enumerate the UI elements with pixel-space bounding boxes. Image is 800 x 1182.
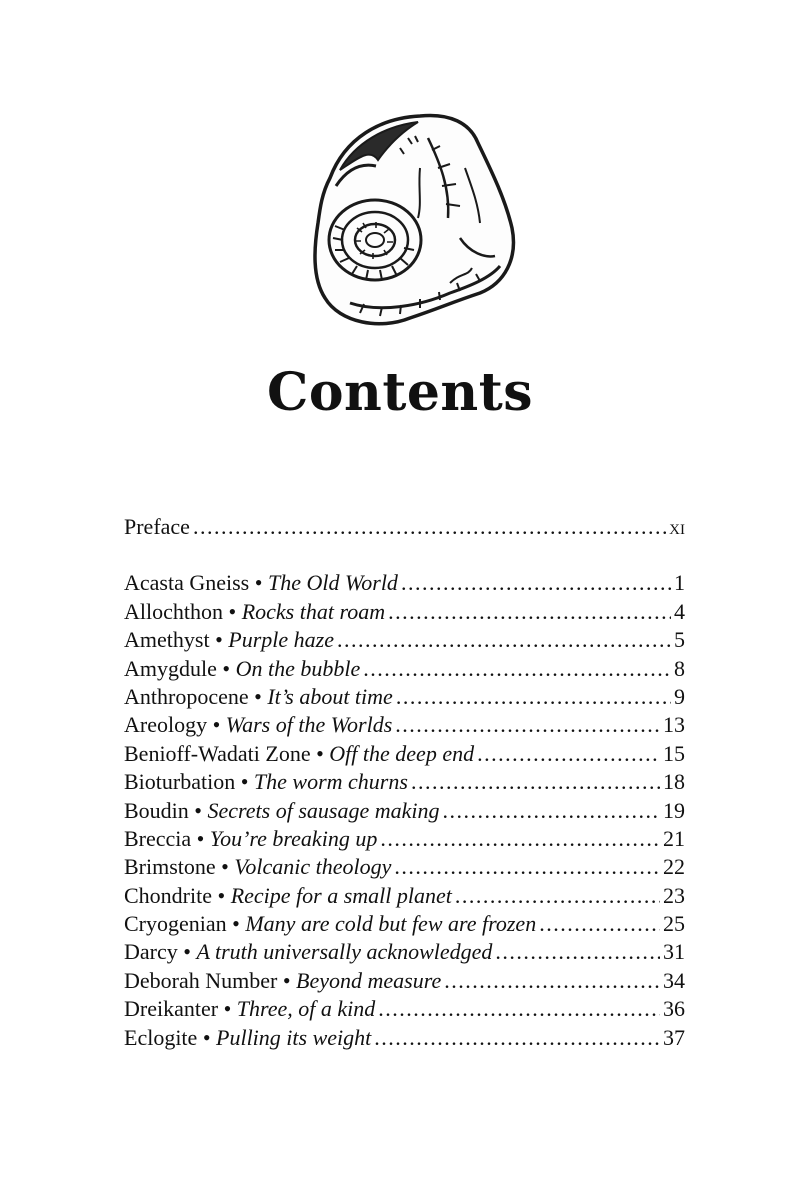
entry-subtitle: You’re breaking up [209,825,378,851]
bullet-separator: • [209,627,229,653]
toc-entry[interactable] [124,968,685,996]
entry-name: Darcy [124,939,178,965]
leader-dots [539,911,660,937]
leader-dots [444,968,660,994]
entry-name: Allochthon [124,598,223,624]
toc-entry[interactable] [124,570,685,598]
bullet-separator: • [248,683,268,709]
entry-name: Amygdule [124,655,217,681]
entry-subtitle: Rocks that roam [241,598,386,624]
entry-name: Deborah Number [124,967,278,993]
entry-text [124,968,441,994]
leader-dots [388,599,671,625]
entry-subtitle: On the bubble [235,655,361,681]
entry-name: Preface [124,514,190,539]
entry-subtitle: Volcanic theology [234,854,392,880]
page-number: 19 [663,797,685,823]
toc-entry[interactable] [124,854,685,882]
toc-entry[interactable] [124,1025,685,1053]
entry-name: Acasta Gneiss [124,570,250,596]
page-number: 1 [674,570,685,596]
bullet-separator: • [215,854,235,880]
entry-subtitle: It’s about time [267,683,393,709]
toc-entry[interactable] [124,684,685,712]
page-number: 8 [674,655,685,681]
rock-illustration-icon [300,108,520,338]
entry-name: Benioff-Wadati Zone [124,740,311,766]
entry-text [124,741,474,767]
toc-entry[interactable] [124,712,685,740]
toc-entry[interactable] [124,741,685,769]
entry-name: Areology [124,712,208,738]
entry-list [124,570,685,1053]
entry-text [124,514,190,540]
entry-text [124,627,334,653]
leader-dots [378,996,660,1022]
entry-subtitle: Purple haze [228,627,334,653]
entry-subtitle: Many are cold but few are frozen [245,911,537,937]
entry-name: Chondrite [124,882,212,908]
page-number: 5 [674,627,685,653]
entry-subtitle: A truth universally acknowledged [196,939,493,965]
toc-entry-preface[interactable] [124,514,685,542]
toc-entry[interactable] [124,656,685,684]
toc-entry[interactable] [124,996,685,1024]
entry-subtitle: Off the deep end [329,740,475,766]
leader-dots [337,627,671,653]
toc-entry[interactable] [124,911,685,939]
page-number: 31 [663,939,685,965]
leader-dots [401,570,671,596]
entry-name: Brimstone [124,854,216,880]
bullet-separator: • [226,911,246,937]
page-number: xi [669,514,685,539]
entry-text [124,769,408,795]
bullet-separator: • [212,882,231,908]
entry-text [124,1025,371,1051]
leader-dots [363,656,671,682]
entry-text [124,798,439,824]
entry-name: Anthropocene [124,683,249,709]
entry-text [124,826,377,852]
entry-text [124,684,393,710]
table-of-contents [124,514,685,1053]
page-number: 23 [663,882,685,908]
page-number: 4 [674,598,685,624]
toc-entry[interactable] [124,798,685,826]
leader-dots [374,1025,660,1051]
bullet-separator: • [191,825,210,851]
page-number: 34 [663,967,685,993]
entry-subtitle: The Old World [267,570,398,596]
entry-subtitle: Wars of the Worlds [225,712,393,738]
leader-dots [411,769,660,795]
leader-dots [395,712,660,738]
leader-dots [193,514,666,540]
leader-dots [394,854,660,880]
entry-text [124,883,452,909]
bullet-separator: • [218,996,237,1022]
page-number: 21 [663,825,685,851]
bullet-separator: • [188,797,208,823]
entry-subtitle: Secrets of sausage making [207,797,440,823]
bullet-separator: • [177,939,197,965]
entry-text [124,599,385,625]
entry-name: Cryogenian [124,911,227,937]
entry-name: Dreikanter [124,996,219,1022]
toc-entry[interactable] [124,627,685,655]
bullet-separator: • [223,598,242,624]
bullet-separator: • [249,570,268,596]
entry-name: Amethyst [124,627,210,653]
page-number: 18 [663,769,685,795]
bullet-separator: • [216,655,236,681]
page-number: 25 [663,911,685,937]
entry-text [124,939,492,965]
leader-dots [495,939,660,965]
entry-subtitle: The worm churns [253,769,408,795]
bullet-separator: • [310,740,330,766]
page-number: 37 [663,1024,685,1050]
leader-dots [455,883,660,909]
bullet-separator: • [235,769,254,795]
page-number: 36 [663,996,685,1022]
page-number: 9 [674,683,685,709]
page-number: 13 [663,712,685,738]
toc-entry[interactable] [124,826,685,854]
toc-entry[interactable] [124,599,685,627]
toc-entry[interactable] [124,883,685,911]
entry-text [124,570,398,596]
entry-text [124,712,392,738]
toc-entry[interactable] [124,939,685,967]
leader-dots [442,798,660,824]
leader-dots [396,684,671,710]
leader-dots [380,826,660,852]
entry-name: Eclogite [124,1024,198,1050]
entry-subtitle: Recipe for a small planet [230,882,452,908]
entry-text [124,656,360,682]
entry-subtitle: Beyond measure [296,967,442,993]
page-title: Contents [266,362,534,423]
bullet-separator: • [277,967,297,993]
bullet-separator: • [207,712,226,738]
bullet-separator: • [197,1024,217,1050]
page-number: 22 [663,854,685,880]
entry-subtitle: Three, of a kind [236,996,376,1022]
page-number: 15 [663,740,685,766]
entry-text [124,911,536,937]
entry-name: Boudin [124,797,189,823]
toc-entry[interactable] [124,769,685,797]
entry-name: Bioturbation [124,769,236,795]
entry-text [124,996,375,1022]
entry-subtitle: Pulling its weight [216,1024,372,1050]
entry-text [124,854,391,880]
entry-name: Breccia [124,825,192,851]
leader-dots [477,741,660,767]
